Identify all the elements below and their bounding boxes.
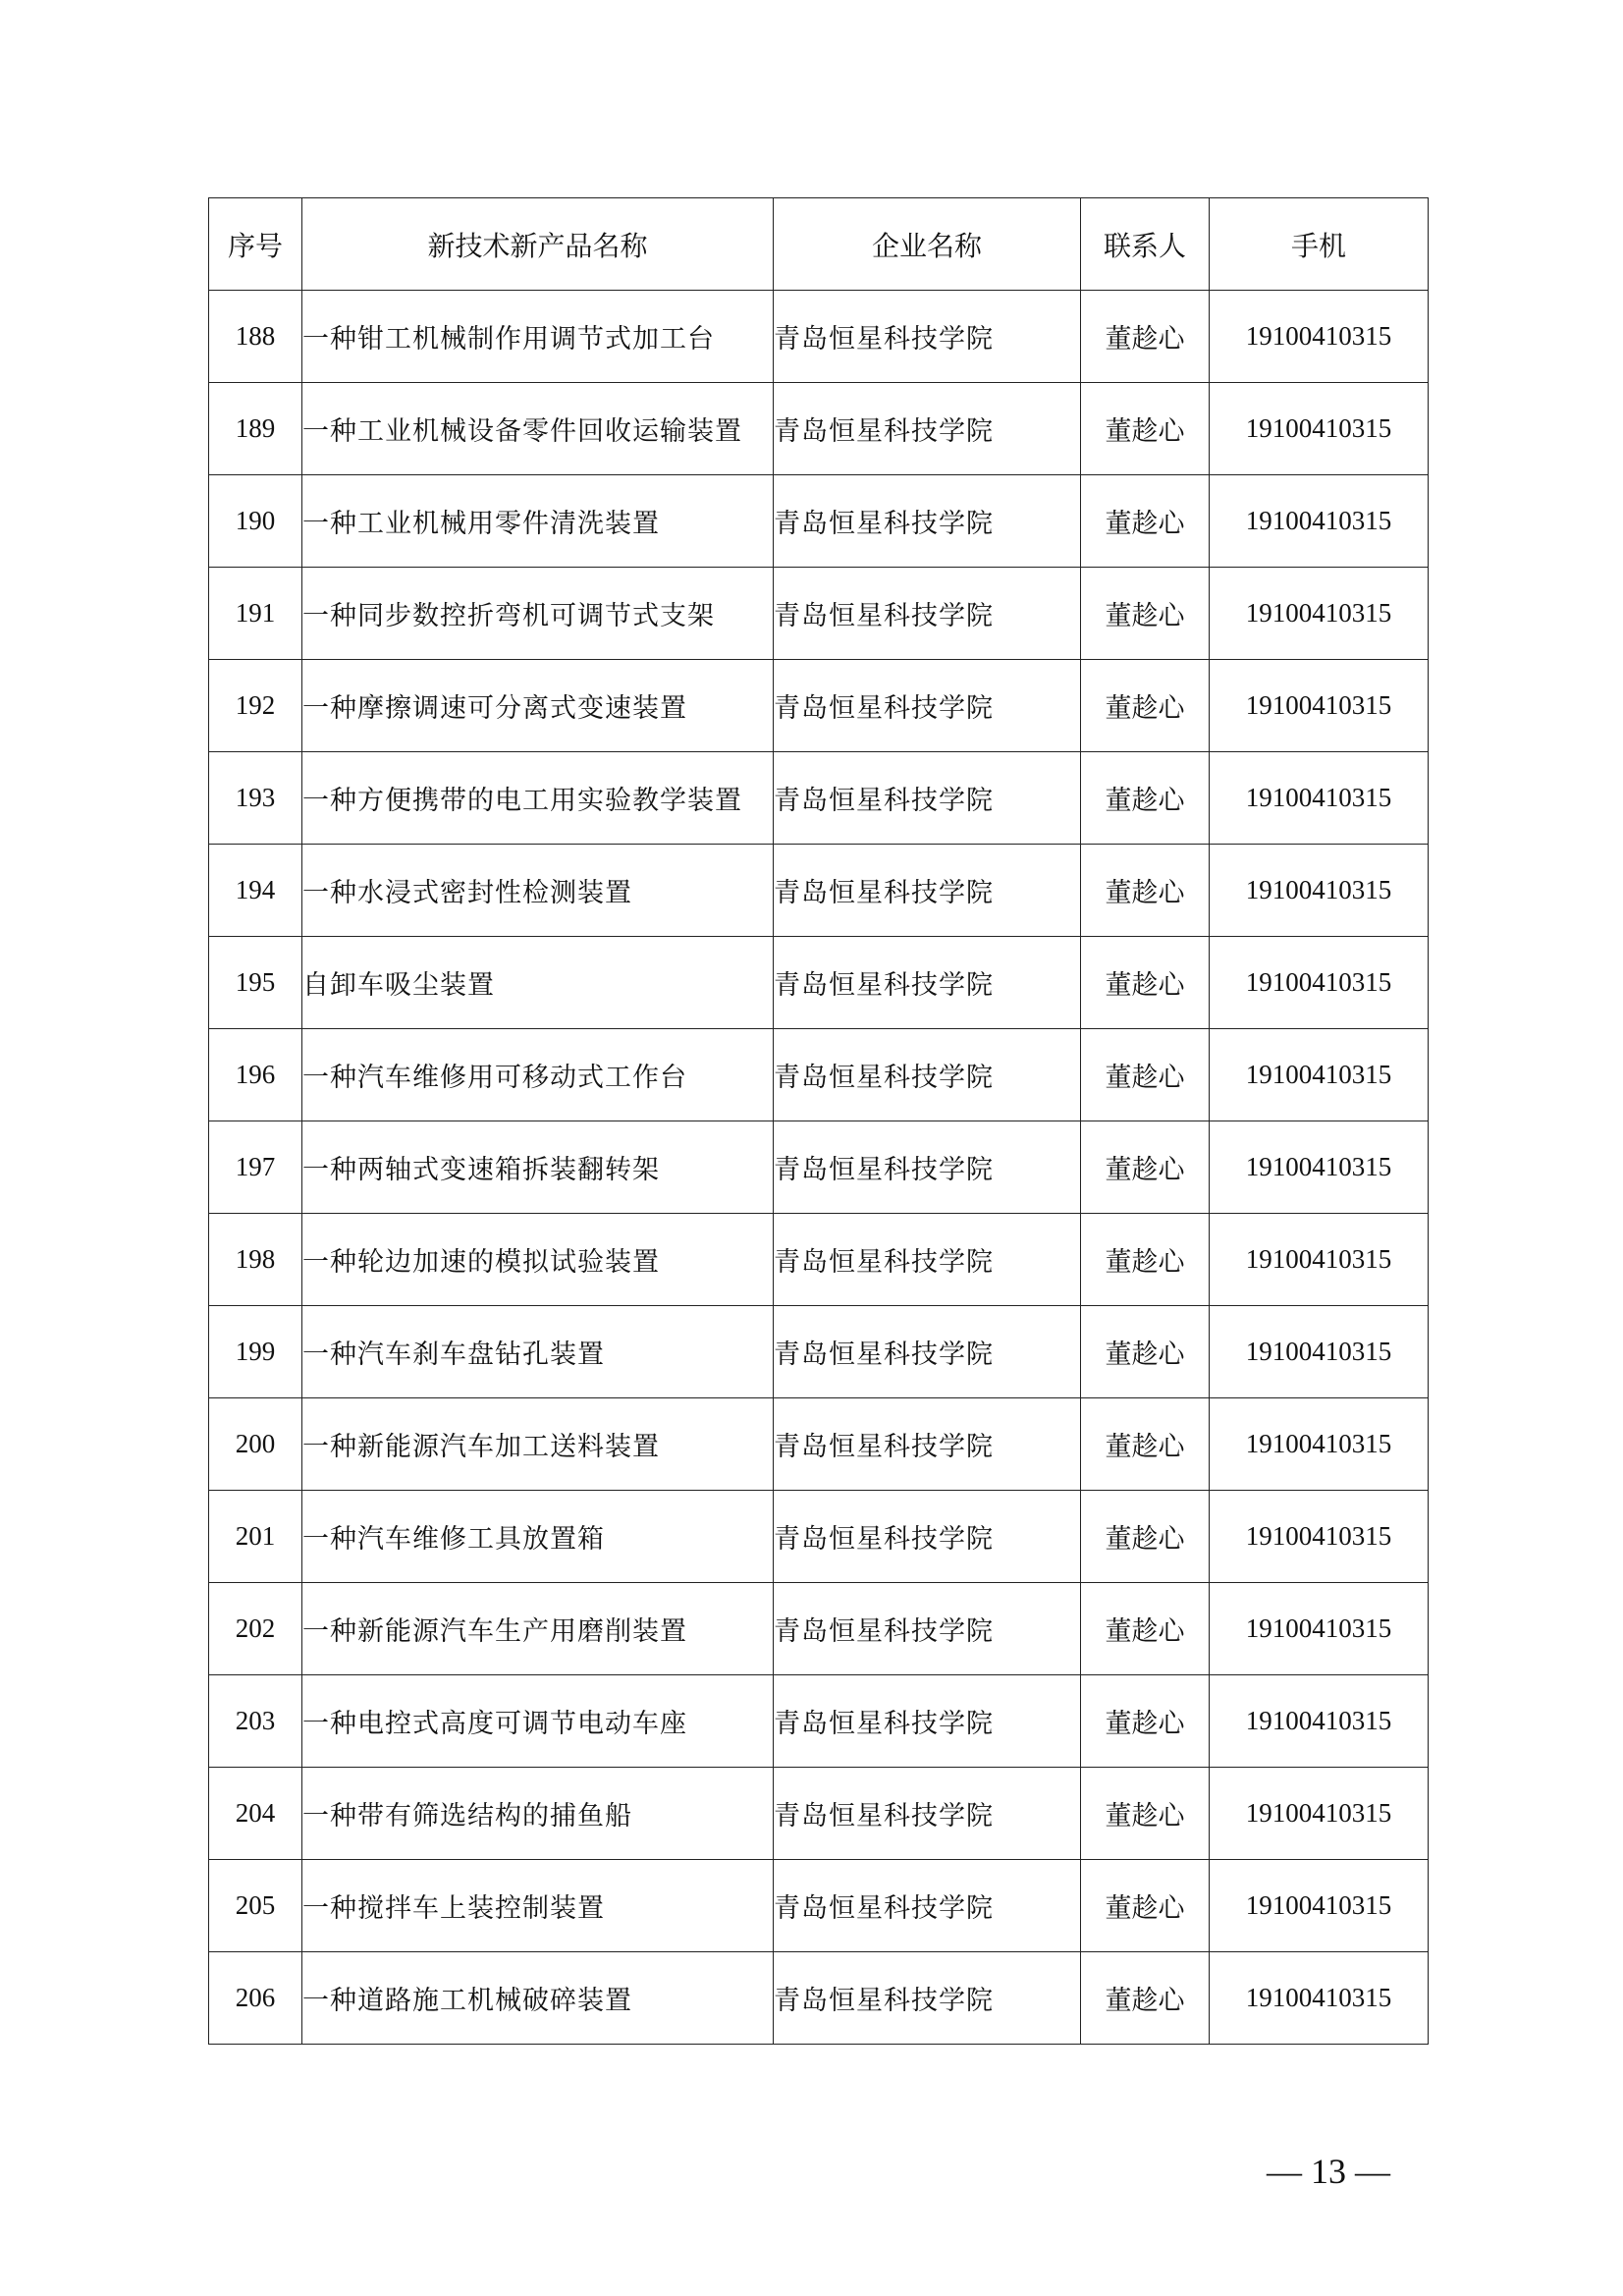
serial-number-cell: 203 [209,1675,302,1768]
table-row [209,1675,1429,1768]
serial-number-cell: 200 [209,1398,302,1491]
product-name-cell: 一种新能源汽车加工送料装置 [302,1398,774,1491]
product-name-cell: 一种道路施工机械破碎装置 [302,1952,774,2045]
product-name-cell: 自卸车吸尘装置 [302,937,774,1029]
serial-number-cell: 194 [209,845,302,937]
table-row [209,475,1429,568]
phone-cell: 19100410315 [1210,383,1429,475]
product-name-cell: 一种工业机械用零件清洗装置 [302,475,774,568]
company-name-cell: 青岛恒星科技学院 [774,845,1081,937]
company-name-cell: 青岛恒星科技学院 [774,568,1081,660]
company-name-cell: 青岛恒星科技学院 [774,383,1081,475]
table-row [209,752,1429,845]
header-phone: 手机 [1210,198,1429,291]
product-name-cell: 一种汽车维修工具放置箱 [302,1491,774,1583]
phone-cell: 19100410315 [1210,1860,1429,1952]
table-row [209,1121,1429,1214]
phone-cell: 19100410315 [1210,1306,1429,1398]
serial-number-cell: 190 [209,475,302,568]
table-row [209,937,1429,1029]
serial-number-cell: 202 [209,1583,302,1675]
contact-cell: 董趁心 [1081,1306,1210,1398]
header-contact: 联系人 [1081,198,1210,291]
serial-number-cell: 205 [209,1860,302,1952]
table-row [209,1306,1429,1398]
company-name-cell: 青岛恒星科技学院 [774,752,1081,845]
phone-cell: 19100410315 [1210,1398,1429,1491]
contact-cell: 董趁心 [1081,1398,1210,1491]
serial-number-cell: 201 [209,1491,302,1583]
company-name-cell: 青岛恒星科技学院 [774,1214,1081,1306]
company-name-cell: 青岛恒星科技学院 [774,1121,1081,1214]
table-row [209,1952,1429,2045]
phone-cell: 19100410315 [1210,291,1429,383]
company-name-cell: 青岛恒星科技学院 [774,660,1081,752]
header-serial-number: 序号 [209,198,302,291]
contact-cell: 董趁心 [1081,937,1210,1029]
product-name-cell: 一种汽车维修用可移动式工作台 [302,1029,774,1121]
phone-cell: 19100410315 [1210,1583,1429,1675]
table-row [209,845,1429,937]
phone-cell: 19100410315 [1210,1952,1429,2045]
company-name-cell: 青岛恒星科技学院 [774,1675,1081,1768]
serial-number-cell: 206 [209,1952,302,2045]
product-name-cell: 一种钳工机械制作用调节式加工台 [302,291,774,383]
serial-number-cell: 188 [209,291,302,383]
product-name-cell: 一种摩擦调速可分离式变速装置 [302,660,774,752]
serial-number-cell: 189 [209,383,302,475]
table-row [209,1768,1429,1860]
phone-cell: 19100410315 [1210,1768,1429,1860]
product-name-cell: 一种方便携带的电工用实验教学装置 [302,752,774,845]
product-table [208,197,1429,2045]
contact-cell: 董趁心 [1081,568,1210,660]
contact-cell: 董趁心 [1081,752,1210,845]
company-name-cell: 青岛恒星科技学院 [774,937,1081,1029]
serial-number-cell: 199 [209,1306,302,1398]
table-row [209,568,1429,660]
table-row [209,383,1429,475]
phone-cell: 19100410315 [1210,1214,1429,1306]
product-name-cell: 一种工业机械设备零件回收运输装置 [302,383,774,475]
company-name-cell: 青岛恒星科技学院 [774,1952,1081,2045]
serial-number-cell: 195 [209,937,302,1029]
phone-cell: 19100410315 [1210,475,1429,568]
phone-cell: 19100410315 [1210,568,1429,660]
company-name-cell: 青岛恒星科技学院 [774,1583,1081,1675]
product-name-cell: 一种搅拌车上装控制装置 [302,1860,774,1952]
table-body [209,291,1429,2045]
serial-number-cell: 204 [209,1768,302,1860]
product-name-cell: 一种轮边加速的模拟试验装置 [302,1214,774,1306]
contact-cell: 董趁心 [1081,1029,1210,1121]
company-name-cell: 青岛恒星科技学院 [774,1860,1081,1952]
phone-cell: 19100410315 [1210,845,1429,937]
phone-cell: 19100410315 [1210,1121,1429,1214]
contact-cell: 董趁心 [1081,1583,1210,1675]
phone-cell: 19100410315 [1210,752,1429,845]
contact-cell: 董趁心 [1081,1214,1210,1306]
header-company-name: 企业名称 [774,198,1081,291]
company-name-cell: 青岛恒星科技学院 [774,1491,1081,1583]
contact-cell: 董趁心 [1081,383,1210,475]
phone-cell: 19100410315 [1210,1029,1429,1121]
product-name-cell: 一种水浸式密封性检测装置 [302,845,774,937]
company-name-cell: 青岛恒星科技学院 [774,1029,1081,1121]
phone-cell: 19100410315 [1210,660,1429,752]
product-name-cell: 一种带有筛选结构的捕鱼船 [302,1768,774,1860]
company-name-cell: 青岛恒星科技学院 [774,1768,1081,1860]
phone-cell: 19100410315 [1210,1491,1429,1583]
product-name-cell: 一种两轴式变速箱拆装翻转架 [302,1121,774,1214]
table-row [209,660,1429,752]
contact-cell: 董趁心 [1081,1121,1210,1214]
contact-cell: 董趁心 [1081,1768,1210,1860]
header-product-name: 新技术新产品名称 [302,198,774,291]
table-row [209,1583,1429,1675]
serial-number-cell: 196 [209,1029,302,1121]
product-name-cell: 一种汽车刹车盘钻孔装置 [302,1306,774,1398]
serial-number-cell: 192 [209,660,302,752]
contact-cell: 董趁心 [1081,1860,1210,1952]
contact-cell: 董趁心 [1081,1491,1210,1583]
table-row [209,1860,1429,1952]
contact-cell: 董趁心 [1081,1675,1210,1768]
company-name-cell: 青岛恒星科技学院 [774,291,1081,383]
product-name-cell: 一种同步数控折弯机可调节式支架 [302,568,774,660]
contact-cell: 董趁心 [1081,475,1210,568]
table-row [209,1029,1429,1121]
serial-number-cell: 193 [209,752,302,845]
company-name-cell: 青岛恒星科技学院 [774,475,1081,568]
contact-cell: 董趁心 [1081,660,1210,752]
contact-cell: 董趁心 [1081,291,1210,383]
page-number: — 13 — [1267,2152,1390,2191]
phone-cell: 19100410315 [1210,1675,1429,1768]
table-header-row [209,198,1429,291]
contact-cell: 董趁心 [1081,1952,1210,2045]
phone-cell: 19100410315 [1210,937,1429,1029]
table-row [209,1214,1429,1306]
contact-cell: 董趁心 [1081,845,1210,937]
serial-number-cell: 197 [209,1121,302,1214]
company-name-cell: 青岛恒星科技学院 [774,1306,1081,1398]
table-row [209,291,1429,383]
table-row [209,1398,1429,1491]
table-row [209,1491,1429,1583]
serial-number-cell: 191 [209,568,302,660]
product-name-cell: 一种新能源汽车生产用磨削装置 [302,1583,774,1675]
company-name-cell: 青岛恒星科技学院 [774,1398,1081,1491]
serial-number-cell: 198 [209,1214,302,1306]
product-name-cell: 一种电控式高度可调节电动车座 [302,1675,774,1768]
